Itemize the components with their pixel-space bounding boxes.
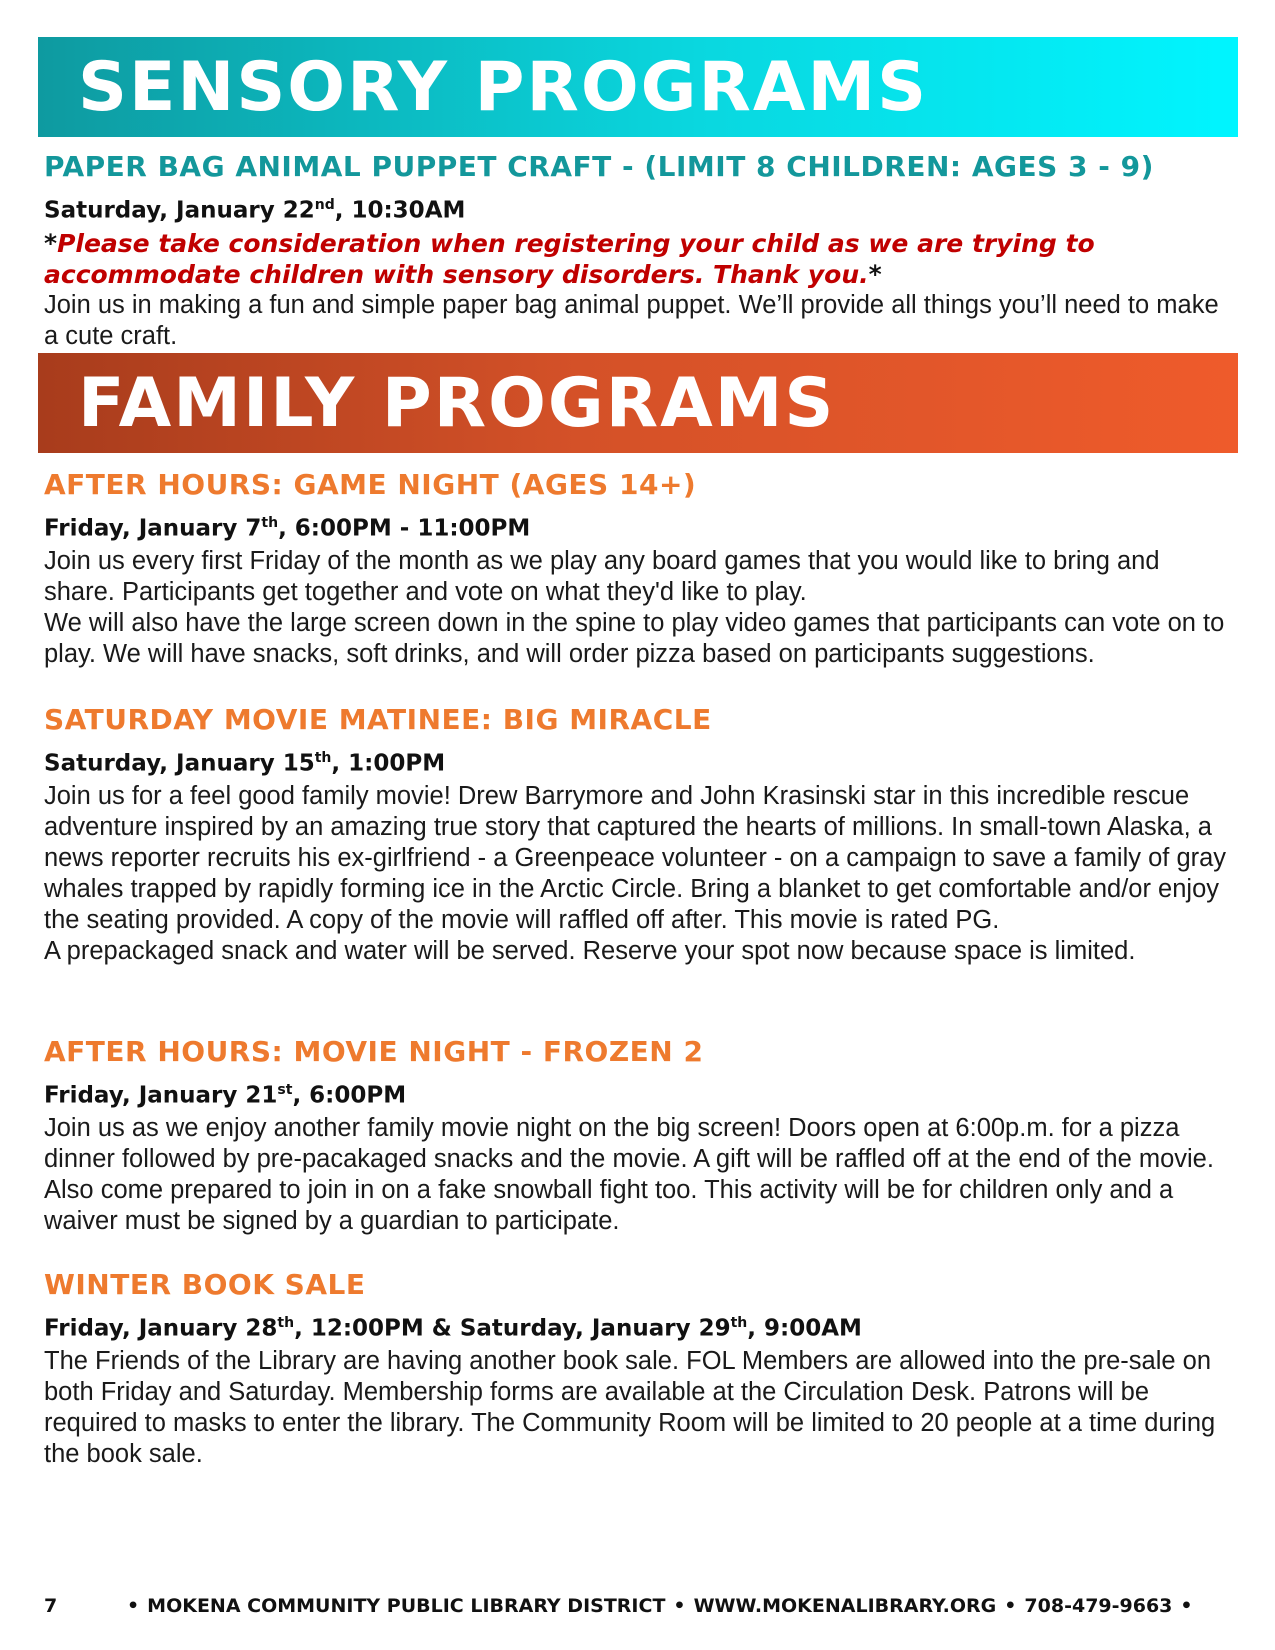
event-paragraph: Join us as we enjoy another family movie night on the big screen! Doors open at 6:00p.m. for a pizza dinner followed by pre-pacakaged snacks and the movie. A gift will be raffled off at the end of the movie. (44, 1113, 1214, 1173)
event-time: , 1:00PM (331, 750, 446, 777)
event-title: AFTER HOURS: GAME NIGHT (AGES 14+) (44, 468, 697, 501)
event-time: , 10:30AM (334, 197, 466, 224)
event-time: , 6:00PM (292, 1082, 407, 1109)
event-date-text: Saturday, January 15 (44, 750, 315, 777)
event-time: , 12:00PM & Saturday, January 29 (294, 1315, 731, 1342)
event-date-text: Saturday, January 22 (44, 197, 315, 224)
event-date-suffix: th (730, 1315, 748, 1331)
notice-text: Please take consideration when registering your child as we are trying to accommodate children with sensory disorders. Thank you. (44, 228, 1095, 289)
event-paragraph: A prepackaged snack and water will be served. Reserve your spot now because space is limited. (44, 936, 1136, 965)
sensory-event (44, 150, 1229, 352)
event-date-suffix: th (314, 750, 332, 766)
page-number: 7 (44, 1595, 58, 1617)
event-date-suffix: th (261, 515, 279, 531)
event-title: AFTER HOURS: MOVIE NIGHT - FROZEN 2 (44, 1035, 704, 1068)
event-paragraph: Also come prepared to join in on a fake snowball fight too. This activity will be for children only and a waiver must be signed by a guardian to participate. (44, 1175, 1174, 1235)
footer-bullet: • (673, 1595, 686, 1617)
event-date (44, 743, 1229, 779)
footer-library-name: MOKENA COMMUNITY PUBLIC LIBRARY DISTRICT (147, 1595, 666, 1617)
footer-bullet: • (127, 1595, 140, 1617)
event-date-text: Friday, January 28 (44, 1315, 278, 1342)
family-event-movie-matinee (44, 703, 1229, 967)
footer-website: WWW.MOKENALIBRARY.ORG (693, 1595, 997, 1617)
footer-bullet: • (1180, 1595, 1193, 1617)
event-time: , 9:00AM (747, 1315, 862, 1342)
sensory-notice (44, 228, 1229, 290)
page-footer (44, 1595, 1234, 1617)
event-date-text: Friday, January 21 (44, 1082, 278, 1109)
event-paragraph: Join us every first Friday of the month as we play any board games that you would like to bring and share. Participants get together and vote on what they'd like to play. (44, 546, 1160, 606)
family-event-game-night (44, 468, 1229, 670)
event-title: WINTER BOOK SALE (44, 1268, 366, 1301)
event-title: PAPER BAG ANIMAL PUPPET CRAFT - (LIMIT 8 CHILDREN: AGES 3 - 9) (44, 150, 1154, 183)
footer-bullet: • (1004, 1595, 1017, 1617)
event-date (44, 508, 1229, 544)
notice-asterisk: * (44, 228, 58, 258)
family-programs-heading: FAMILY PROGRAMS (78, 363, 836, 443)
family-event-book-sale (44, 1268, 1229, 1470)
event-date-text: Friday, January 7 (44, 515, 262, 542)
notice-asterisk: * (868, 259, 882, 289)
event-date-suffix: st (277, 1082, 293, 1098)
event-description: Join us in making a fun and simple paper bag animal puppet. We’ll provide all things you’ll need to make a cute craft. (44, 290, 1219, 350)
footer-phone: 708-479-9663 (1024, 1595, 1173, 1617)
event-paragraph: The Friends of the Library are having another book sale. FOL Members are allowed into the pre-sale on both Friday and Saturday. Membership forms are available at the Circulation Desk. Patrons will be required to masks to enter the library. The Community Room will be limited to 20 people at a time during the book sale. (44, 1346, 1216, 1468)
event-date-suffix: nd (314, 197, 335, 213)
sensory-programs-banner (38, 37, 1238, 137)
event-time: , 6:00PM - 11:00PM (278, 515, 531, 542)
event-date (44, 1308, 1229, 1344)
event-title: SATURDAY MOVIE MATINEE: BIG MIRACLE (44, 703, 712, 736)
sensory-programs-heading: SENSORY PROGRAMS (78, 47, 929, 127)
event-paragraph: Join us for a feel good family movie! Drew Barrymore and John Krasinski star in this incredible rescue adventure inspired by an amazing true story that captured the hearts of millions. In small-town Alaska, a news reporter recruits his ex-girlfriend - a Greenpeace volunteer - on a campaign to save a family of gray whales trapped by rapidly forming ice in the Arctic Circle. Bring a blanket to get comfortable and/or enjoy the seating provided. A copy of the movie will raffled off after. This movie is rated PG. (44, 781, 1227, 934)
event-date (44, 190, 1229, 226)
family-event-movie-night (44, 1035, 1229, 1237)
event-date-suffix: th (277, 1315, 295, 1331)
event-paragraph: We will also have the large screen down in the spine to play video games that participants can vote on to play. We will have snacks, soft drinks, and will order pizza based on participants suggestions. (44, 608, 1225, 668)
event-date (44, 1075, 1229, 1111)
family-programs-banner (38, 353, 1238, 453)
